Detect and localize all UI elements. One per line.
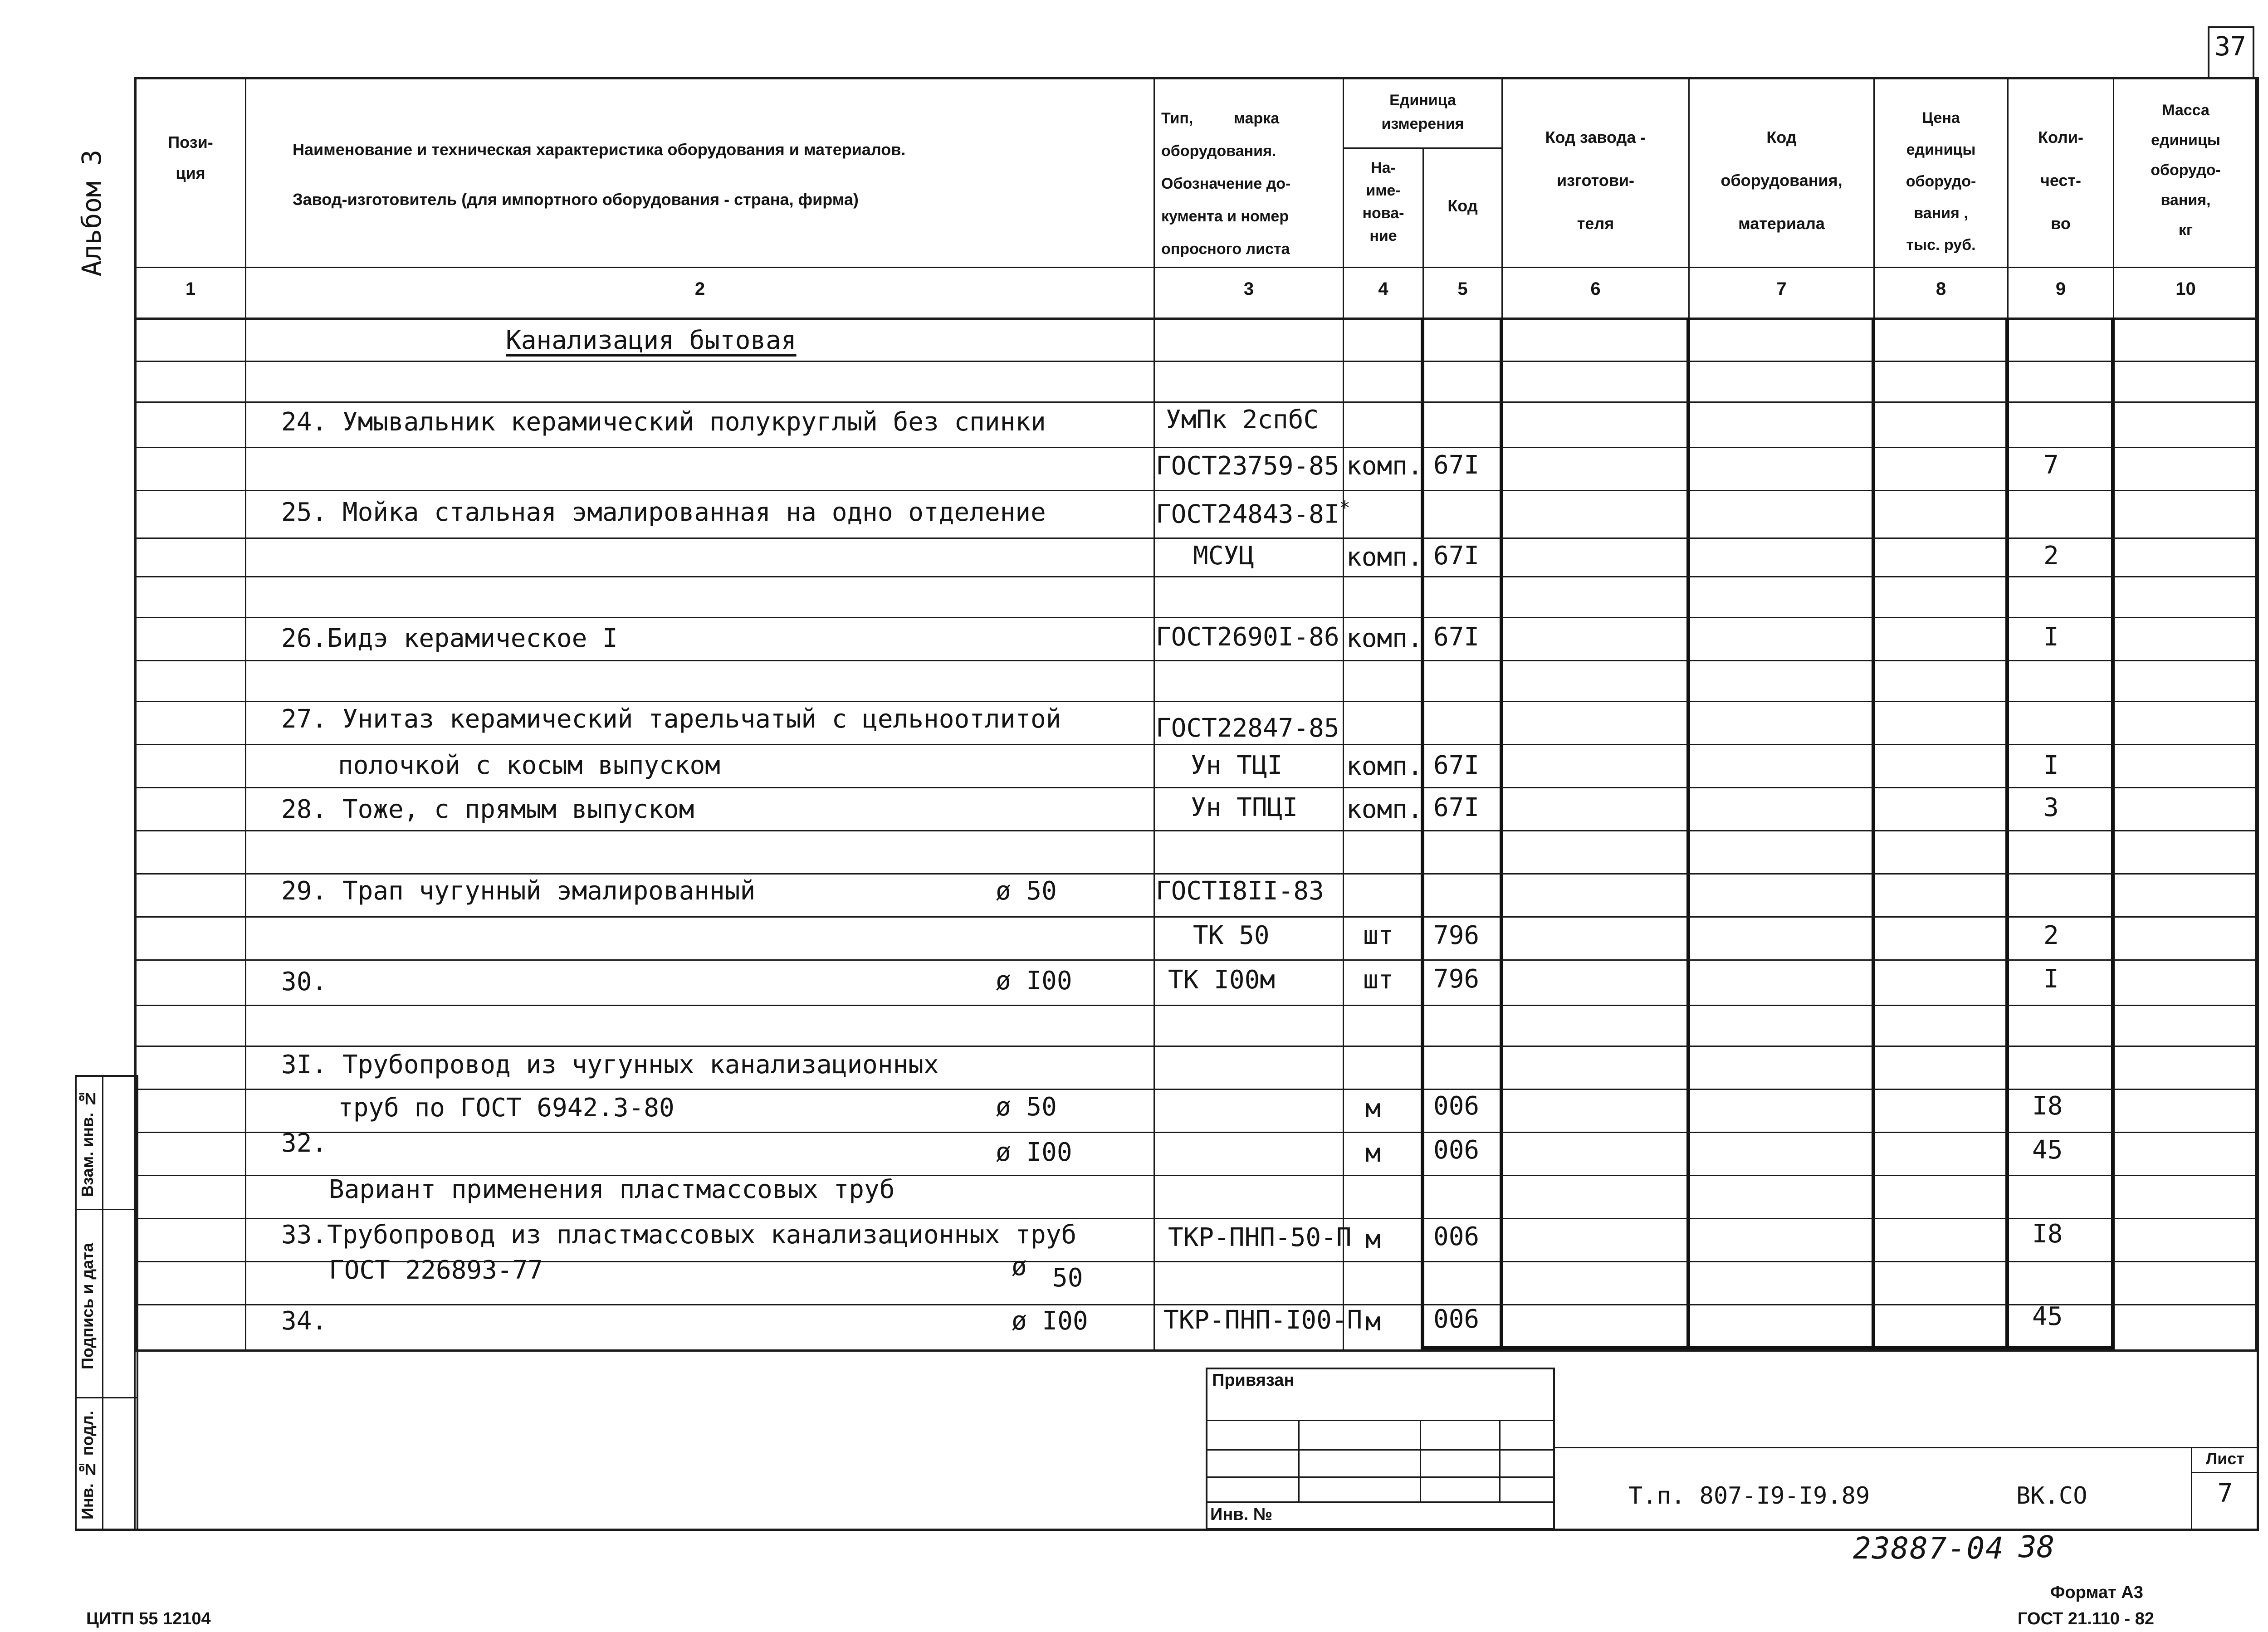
row-line [134,1005,2257,1006]
thick-col-7-right [1872,318,1875,1349]
row28-unit: комп. [1346,795,1423,824]
row-line [134,537,2257,539]
header-col6: Код завода - изготови- теля [1545,128,1646,233]
row-line [134,744,2257,745]
title-block-top [1555,1447,2258,1448]
row-line [134,787,2257,788]
row26-qty: I [2043,622,2059,652]
header-col1: Пози- ция [168,133,213,182]
row32-qty: 45 [2032,1135,2063,1165]
album-label: Альбом 3 [76,150,107,277]
handwritten-number: 23887-04 [1853,1531,2004,1566]
row27-name: 27. Унитаз керамический тарельчатый с цельноотлитой [281,704,1061,734]
row34-qty: 45 [2032,1302,2063,1331]
row31-name: 3I. Трубопровод из чугунных канализационных [281,1050,939,1080]
stamp-line [1206,1501,1555,1503]
row-line [134,701,2257,702]
stamp-vline [1420,1420,1421,1501]
row31b-qty: I8 [2032,1091,2063,1121]
row31b-unit: м [1365,1094,1381,1124]
row-line [134,1132,2257,1133]
designation: Т.п. 807-I9-I9.89 [1628,1482,1870,1510]
row-line [134,361,2257,362]
colnum-bottom-line [134,318,2257,320]
row-line [134,1046,2257,1047]
row24b-type: ГОСТ23759-85 [1156,451,1339,481]
row24b-code: 67I [1433,450,1480,480]
row33-unit: м [1365,1225,1381,1254]
row29-type: ГОСТI8II-83 [1156,876,1324,906]
thick-col-6-right [1686,318,1690,1349]
row29-name: 29. Трап чугунный эмалированный [281,876,756,906]
row29b-code: 796 [1433,921,1480,950]
row29-dia: ø 50 [996,876,1057,906]
colnum-7: 7 [1776,279,1787,299]
stamp-line [1206,1476,1555,1478]
header-col4: На- име- нова- ние [1362,159,1404,244]
row27b-qty: I [2043,751,2059,780]
row34-unit: м [1365,1307,1381,1337]
variant-heading: Вариант применения пластмассовых труб [329,1175,895,1204]
row32-name: 32. [281,1129,327,1158]
colnum-6: 6 [1590,279,1601,299]
row30-type: ТК I00м [1168,965,1276,995]
row24b-qty: 7 [2043,450,2059,480]
row30-dia: ø I00 [996,966,1072,996]
header-col3: Тип, марка оборудования. Обозначение до- кумента и номер опросного листа [1161,110,1291,258]
row30-name: 30. [281,967,327,997]
thick-col-8-right [2005,318,2009,1349]
footer-format: Формат А3 [2050,1583,2143,1602]
row32-code: 006 [1433,1135,1480,1165]
side-stamp-line [75,1397,138,1398]
row-line [134,830,2257,831]
doc-mark: ВК.СО [2016,1482,2087,1510]
col-line-1 [245,77,246,1352]
header-unit: Единица измерения [1381,92,1464,132]
list-box-line [2191,1472,2258,1473]
row-line [134,1218,2257,1219]
stamp-vline [1298,1420,1300,1501]
frame-right [2257,77,2259,1531]
row33b-dia-val: 50 [1052,1263,1083,1293]
row25b-qty: 2 [2043,541,2059,571]
row33-qty: I8 [2032,1219,2063,1249]
list-number: 7 [2217,1479,2233,1508]
frame-left-lower [134,1349,136,1531]
col-line-2 [1154,77,1155,1352]
row-line [134,401,2257,403]
list-label: Лист [2205,1449,2245,1468]
list-box-left [2191,1447,2192,1531]
row27-type: ГОСТ22847-85 [1156,713,1339,743]
row24b-unit: комп. [1346,451,1423,481]
row25-type: ГОСТ24843-8I* [1156,498,1350,529]
row28-type: Ун ТПЦI [1191,793,1298,822]
colnum-5: 5 [1457,279,1468,299]
row34-type: ТКР-ПНП-I00-П [1163,1305,1363,1335]
footer-gost: ГОСТ 21.110 - 82 [2018,1609,2155,1628]
row34-dia: ø I00 [1012,1306,1088,1336]
inv-no-label: Инв. № [1210,1505,1273,1524]
thick-col-9-right [2111,318,2115,1349]
row33b-dia-sym: ø [1012,1252,1027,1281]
row33-name: 33.Трубопровод из пластмассовых канализационных труб [281,1220,1077,1250]
stamp-vline [1499,1420,1501,1501]
row25-name: 25. Мойка стальная эмалированная на одно отделение [281,498,1046,527]
colnum-1: 1 [185,279,196,299]
footer-left: ЦИТП 55 12104 [86,1609,211,1628]
row-line [134,660,2257,661]
row-line [134,490,2257,491]
side-stamp-line [75,1209,138,1210]
row29b-unit: шт [1363,921,1394,950]
side-stamp-divider [102,1075,103,1531]
row-line [134,447,2257,448]
row-line [134,617,2257,618]
header-bottom-line [134,267,2257,268]
row31b-name: труб по ГОСТ 6942.3-80 [338,1093,675,1123]
row33-code: 006 [1433,1222,1480,1251]
row25b-unit: комп. [1346,542,1423,572]
row33-type: ТКР-ПНП-50-П [1168,1223,1352,1252]
col-line-4-body-left [1343,320,1344,1352]
row32-unit: м [1365,1138,1381,1168]
row-line [134,1089,2257,1090]
row29b-qty: 2 [2043,921,2059,950]
thick-col-5-right [1500,318,1503,1349]
row26-code: 67I [1433,622,1480,652]
colnum-9: 9 [2055,279,2066,299]
row-line [134,576,2257,577]
header-col10: Масса единицы оборудо- вания, кг [2151,102,2221,239]
side-stamp-sign: Подпись и дата [78,1243,97,1370]
colnum-4: 4 [1378,279,1388,299]
row26-type: ГОСТ2690I-86 [1156,622,1339,652]
row27b-type: Ун ТЦI [1191,751,1283,780]
thick-bottom [1421,1346,2115,1349]
privyazan-label: Привязан [1212,1371,1295,1390]
row27b-unit: комп. [1346,752,1423,781]
colnum-8: 8 [1936,279,1946,299]
row32-dia: ø I00 [996,1138,1072,1167]
colnum-2: 2 [694,279,705,299]
row24-type: УмПк 2спбС [1166,405,1319,435]
header-col5: Код [1447,196,1478,215]
row24-name: 24. Умывальник керамический полукруглый без спинки [281,407,1046,437]
section-title: Канализация бытовая [506,326,797,355]
row28-code: 67I [1433,793,1480,822]
handwritten-page: 38 [2019,1529,2055,1564]
stamp-line [1206,1449,1555,1451]
row-line [134,873,2257,875]
row25b-type: МСУЦ [1193,541,1254,571]
row25b-code: 67I [1433,541,1480,571]
row26-name: 26.Бидэ керамическое I [281,624,618,653]
row29b-type: ТК 50 [1193,921,1270,950]
unit-split-line [1343,147,1501,149]
header-col9: Коли- чест- во [2038,128,2084,233]
row28-name: 28. Тоже, с прямым выпуском [281,795,694,824]
row28-qty: 3 [2043,793,2059,822]
row27b-code: 67I [1433,751,1480,780]
top-page-number: 37 [2214,31,2246,62]
row-line [134,959,2257,961]
row30-code: 796 [1433,964,1480,994]
row26-unit: комп. [1346,624,1423,653]
row31b-dia: ø 50 [996,1092,1057,1122]
header-col7: Код оборудования, материала [1721,128,1843,233]
row31b-code: 006 [1433,1091,1480,1121]
header-col2: Наименование и техническая характеристика оборудования и материалов. Завод-изготовитель (для импортного оборудования - страна, фирма) [293,140,906,209]
side-stamp-inv: Инв. № подл. [78,1411,97,1520]
row27b-name: полочкой с косым выпуском [338,751,720,780]
row34-name: 34. [281,1306,327,1336]
stamp-line [1206,1420,1555,1421]
row30-unit: шт [1363,965,1394,995]
header-col8: Цена единицы оборудо- вания , тыс. руб. [1906,109,1976,254]
colnum-3: 3 [1243,279,1254,299]
row-line [134,916,2257,918]
row33b-name: ГОСТ 226893-77 [329,1256,543,1285]
side-stamp-replace: Взам. инв. № [78,1089,97,1197]
row30-qty: I [2043,964,2059,994]
row34-code: 006 [1433,1305,1480,1334]
colnum-10: 10 [2175,279,2196,299]
